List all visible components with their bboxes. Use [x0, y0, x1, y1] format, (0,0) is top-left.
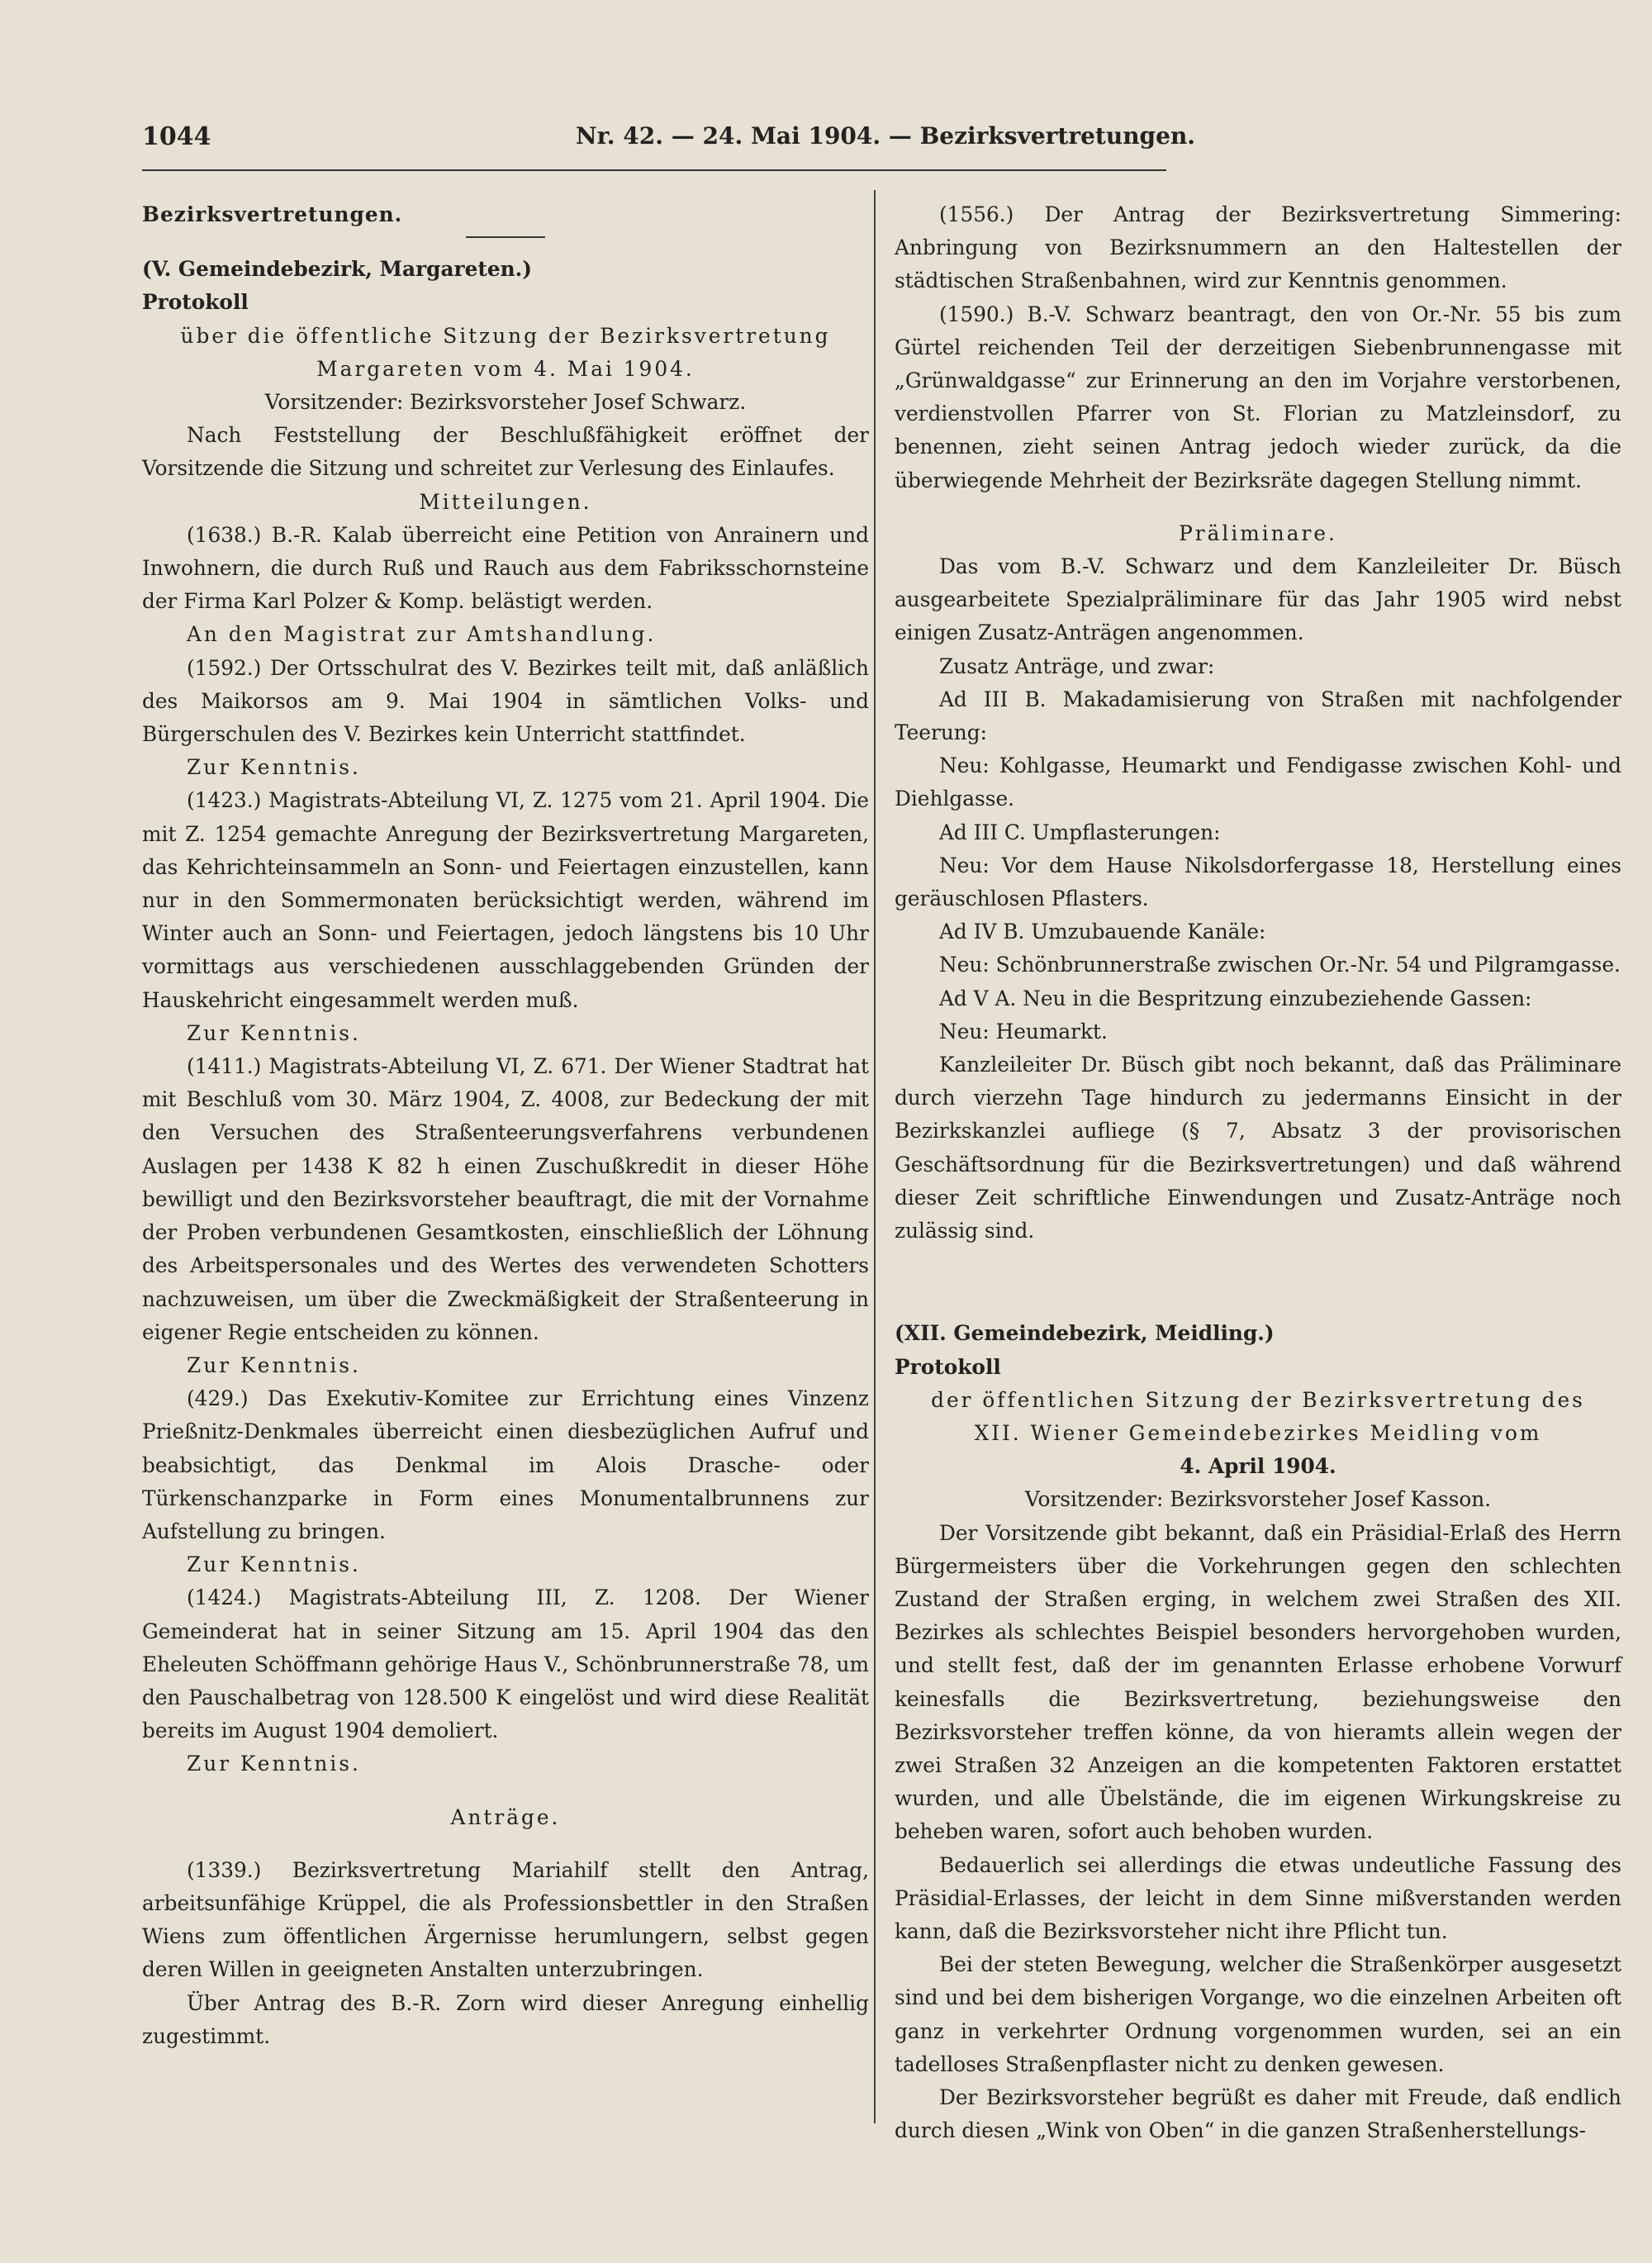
spacer [142, 1834, 869, 1854]
right-column [895, 198, 1621, 2147]
district-heading: (XII. Gemeindebezirk, Meidling.) [895, 1321, 1275, 1346]
chair-line: Vorsitzender: Bezirksvorsteher Josef Kasson. [1024, 1487, 1492, 1512]
paragraph: Ad III B. Makadamisierung von Straßen mit nachfolgender Teerung: [895, 687, 1621, 745]
paragraph: Neu: Vor dem Hause Nikolsdorfergasse 18, Herstellung eines geräuschlosen Pflasters. [895, 853, 1621, 911]
subheading: Anträge. [450, 1804, 561, 1829]
section-title: Bezirksvertretungen. [142, 202, 403, 226]
paragraph: (1592.) Der Ortsschulrat des V. Bezirkes teilt mit, daß anläßlich des Maikorsos am 9. Mai 1904 in sämtlichen Volks- und Bürgerschulen des V. Bezirkes kein Unterricht stattfindet. [142, 655, 869, 747]
paragraph: (1339.) Bezirksvertretung Mariahilf stellt den Antrag, arbeitsunfähige Krüppel, die als Professionsbettler in den Straßen Wiens zum öffentlichen Ärgernisse herumlungern, selbst gegen deren Willen in geeigneten Anstalten unterzubringen. [142, 1857, 869, 1982]
resolution: Zur Kenntnis. [187, 1552, 361, 1577]
paragraph: (1411.) Magistrats-Abteilung VI, Z. 671. Der Wiener Stadtrat hat mit Beschluß vom 30. März 1904, Z. 4008, zur Bedeckung der mit den Versuchen des Straßenteerungsverfahrens verbundenen Auslagen per 1438 K 82 h einen Zuschußkredit in dieser Höhe bewilligt und den Bezirksvorsteher beauftragt, die mit der Vornahme der Proben verbundenen Gesamtkosten, einschließlich der Löhnung des Arbeitspersonales und des Wertes des verwendeten Schotters nachzuweisen, um über die Zweckmäßigkeit der Straßenteerung in eigener Regie entscheiden zu können. [142, 1054, 869, 1344]
paragraph: Der Bezirksvorsteher begrüßt es daher mit Freude, daß endlich durch diesen „Wink von Oben“ in die ganzen Straßenherstellungs- [895, 2085, 1621, 2143]
paragraph: (1424.) Magistrats-Abteilung III, Z. 1208. Der Wiener Gemeinderat hat in seiner Sitzung am 15. April 1904 das den Eheleuten Schöffmann gehörige Haus V., Schönbrunnerstraße 78, um den Pauschalbetrag von 128.500 K eingelöst und wird diese Realität bereits im August 1904 demoliert. [142, 1586, 869, 1743]
paragraph: Der Vorsitzende gibt bekannt, daß ein Präsidial-Erlaß des Herrn Bürgermeisters über die Vorkehrungen gegen den schlechten Zustand der Straßen erging, in welchem zwei Straßen des XII. Bezirkes als schlechtes Beispiel besonders hervorgehoben wurden, und stellt fest, daß der im genannten Erlasse erhobene Vorwurf keinesfalls die Bezirksvertretung, beziehungsweise den Bezirksvorsteher treffen könne, da von hieramts allein wegen der zwei Straßen 32 Anzeigen an die kompetenten Faktoren erstattet wurden, und alle Übelstände, die im eigenen Wirkungskreise zu beheben waren, sofort auch behoben wurden. [895, 1520, 1621, 1844]
page-header [142, 122, 1196, 164]
paragraph: (1638.) B.-R. Kalab überreicht eine Petition von Anrainern und Inwohnern, die durch Ruß und Rauch aus dem Fabriksschornsteine der Firma Karl Polzer & Komp. belästigt werden. [142, 522, 869, 614]
title-rule [466, 236, 545, 238]
protokoll-heading: Protokoll [895, 1354, 1001, 1379]
paragraph: Nach Feststellung der Beschlußfähigkeit eröffnet der Vorsitzende die Sitzung und schreitet zur Verlesung des Einlaufes. [142, 423, 869, 481]
resolution: Zur Kenntnis. [187, 755, 361, 780]
paragraph: Ad III C. Umpflasterungen: [939, 820, 1221, 844]
chair-line: Vorsitzender: Bezirksvorsteher Josef Schwarz. [264, 390, 747, 415]
resolution: An den Magistrat zur Amtshandlung. [187, 622, 657, 647]
protokoll-heading: Protokoll [142, 290, 249, 315]
resolution: Zur Kenntnis. [187, 1353, 361, 1377]
district-heading: (V. Gemeindebezirk, Margareten.) [142, 257, 533, 282]
paragraph: Das vom B.-V. Schwarz und dem Kanzleileiter Dr. Büsch ausgearbeitete Spezialpräliminare für das Jahr 1905 wird nebst einigen Zusatz-Anträgen angenommen. [895, 554, 1621, 645]
paragraph: Ad IV B. Umzubauende Kanäle: [939, 920, 1266, 944]
paragraph: Neu: Kohlgasse, Heumarkt und Fendigasse zwischen Kohl- und Diehlgasse. [895, 754, 1621, 811]
protokoll-date: 4. April 1904. [1180, 1454, 1336, 1479]
paragraph: Bei der steten Bewegung, welcher die Straßenkörper ausgesetzt sind und bei dem bisherigen Vorgange, wo die einzelnen Arbeiten oft ganz in verkehrter Ordnung vorgenommen wurden, sei an ein tadelloses Straßenpflaster nicht zu denken gewesen. [895, 1952, 1621, 2076]
column-divider [874, 190, 876, 2123]
running-head: Nr. 42. — 24. Mai 1904. — Bezirksvertretungen. [576, 122, 1196, 150]
paragraph: Über Antrag des B.-R. Zorn wird dieser Anregung einhellig zugestimmt. [142, 1990, 869, 2048]
paragraph: Bedauerlich sei allerdings die etwas undeutliche Fassung des Präsidial-Erlasses, der leicht in dem Sinne mißverstanden werden kann, daß die Bezirksvorsteher nicht ihre Pflicht tun. [895, 1852, 1621, 1943]
protokoll-subtitle: XII. Wiener Gemeindebezirkes Meidling vom [974, 1420, 1542, 1445]
paragraph: (1423.) Magistrats-Abteilung VI, Z. 1275 vom 21. April 1904. Die mit Z. 1254 gemachte Anregung der Bezirksvertretung Margareten, das Kehrichteinsammeln an Sonn- und Feiertagen einzustellen, kann nur in den Sommermonaten berücksichtigt werden, während im Winter auch an Sonn- und Feiertagen, jedoch längstens bis 10 Uhr vormittags aus verschiedenen ausschlaggebenden Gründen der Hauskehricht eingesammelt werden muß. [142, 788, 869, 1012]
protokoll-subtitle: Margareten vom 4. Mai 1904. [316, 356, 695, 381]
page-number: 1044 [142, 122, 211, 151]
paragraph: Zusatz Anträge, und zwar: [939, 654, 1215, 678]
protokoll-subtitle: über die öffentliche Sitzung der Bezirksvertretung [180, 323, 831, 348]
left-column [142, 198, 869, 2053]
paragraph: (1590.) B.-V. Schwarz beantragt, den von Or.-Nr. 55 bis zum Gürtel reichenden Teil der derzeitigen Siebenbrunnengasse mit „Grünwaldgasse“ zur Erinnerung an den im Vorjahre verstorbenen, verdienstvollen Pfarrer von St. Florian zu Matzleinsdorf, zu benennen, zieht seinen Antrag jedoch wieder zurück, da die überwiegende Mehrheit der Bezirksräte dagegen Stellung nimmt. [895, 302, 1621, 492]
subheading: Mitteilungen. [419, 489, 592, 514]
resolution: Zur Kenntnis. [187, 1020, 361, 1045]
paragraph: (1556.) Der Antrag der Bezirksvertretung Simmering: Anbringung von Bezirksnummern an den Haltestellen der städtischen Straßenbahnen, wird zur Kenntnis genommen. [895, 202, 1621, 293]
header-rule [142, 169, 1166, 171]
paragraph: Neu: Heumarkt. [939, 1019, 1108, 1044]
spacer [895, 497, 1621, 517]
resolution: Zur Kenntnis. [187, 1752, 361, 1776]
subheading: Präliminare. [1179, 521, 1337, 545]
paragraph: Ad V A. Neu in die Bespritzung einzubeziehende Gassen: [939, 986, 1532, 1010]
paragraph: (429.) Das Exekutiv-Komitee zur Errichtung eines Vinzenz Prießnitz-Denkmales überreicht einen diesbezüglichen Aufruf und beabsichtigt, das Denkmal im Alois Drasche- oder Türkenschanzparke in Form eines Monumentalbrunnens zur Aufstellung zu bringen. [142, 1386, 869, 1543]
paragraph: Neu: Schönbrunnerstraße zwischen Or.-Nr. 54 und Pilgramgasse. [939, 953, 1621, 977]
protokoll-subtitle: der öffentlichen Sitzung der Bezirksvertretung des [931, 1387, 1585, 1412]
spacer [142, 1781, 869, 1801]
spacer [895, 1248, 1621, 1317]
paragraph: Kanzleileiter Dr. Büsch gibt noch bekannt, daß das Präliminare durch vierzehn Tage hindurch zu jedermanns Einsicht in der Bezirkskanzlei aufliege (§ 7, Absatz 3 der provisorischen Geschäftsordnung für die Bezirksvertretungen) und daß während dieser Zeit schriftliche Einwendungen und Zusatz-Anträge noch zulässig sind. [895, 1053, 1621, 1243]
